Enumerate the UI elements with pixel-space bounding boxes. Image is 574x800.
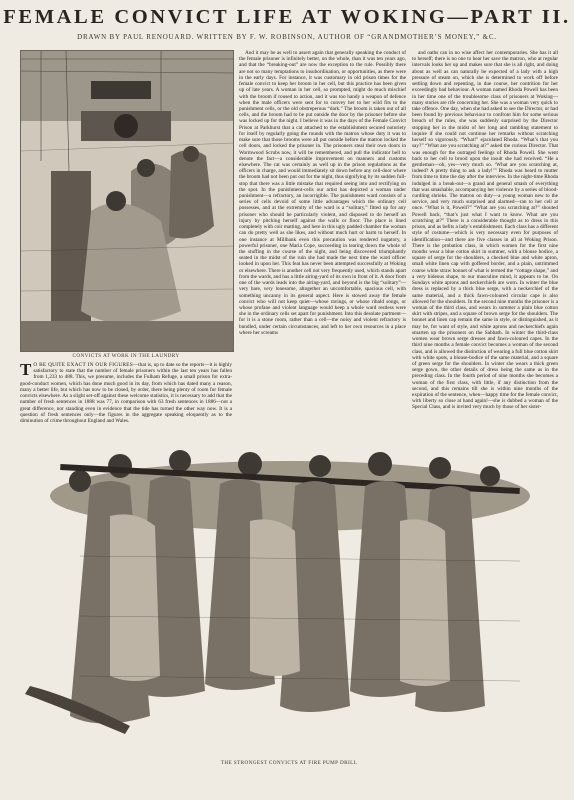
lead-opening: O BE QUITE EXACT IN OUR FIGURES [33, 362, 133, 368]
laundry-caption: CONVICTS AT WORK IN THE LAUNDRY [72, 353, 180, 359]
pump-drill-caption: THE STRONGEST CONVICTS AT FIRE PUMP DRILL [220, 760, 358, 766]
column-3-text: and oaths can in no wise affect her contemporaries. She has it all to herself; there is no one to hear her save the matron, who at regular intervals looks her up and makes sure that she is all right, and doing about as well as can naturally be expected of a lady with a high pressure of steam on, which she is determined to work off before settling down and repenting, in due course, her contrition for her exceedingly bad behaviour. A woman named Rhoda Powell has been in her time one of the troublesome class of prisoners at Woking—many stories are rife concerning her. She was a woman very quick to take offence. One day, when she had asked to see the Director, or had been found by previous behaviour to confront him for some serious breach of the rules, she was suddenly surprised by the Director stopping her in the midst of her long and rambling statement to inquire if she could not continue her remarks without scratching herself so vigorously. “What!” ejaculated Rhoda. “What’s that you say?” “What are you scratching at?” asked the curious Director. That was enough for the outraged feelings of Rhoda Powell. She went back to her cell to brood upon the insult she had received. “He a gentleman—oh, yes—very much so. ‘What are you scratching at, indeed? A pretty thing to ask a lady!’” Rhoda was heard to mutter from time to time the day after the interview. In the night-time Rhoda indulged in a break-out—a grand and general smash of everything that was smashable, accompanying her violence by a series of blood-curdling shrieks. The matron on duty—a young woman new to the service, and very much surprised and alarmed—ran to her cell at once. “What is it, Powell?” “What are you scratching at?” shouted Powell back, “that’s just what I want to know. What are you scratching at?” There is a considerable thought as to dress in this prison, and as befits a lady’s establishment. Each class has a different style of costume—which is very necessary even for purposes of identification—and there are five classes in all at Woking Prison. There is the probation class, in which women for the first nine months wear a blue cotton skirt in summer, with a blouse bodice, a square of serge for the shoulders, a checked blue and white apron, small white linen cap with goffered border, and a plain, untrimmed coarse white straw bonnet of what is termed the “cottage shape,” and a very hideous shape, to our masculine mind, it appears to be. On Sundays white aprons and neckerchiefs are worn. In winter the blue dress is replaced by a thick blue serge, with a neckerchief of the same material, and a thick fawn-coloured circular cape is also allowed for the shoulders. In the second nine months the prisoner is a woman of the third class, and wears in summer a plain blue cotton skirt with stripes, and a square of brown serge for the shoulders. The bonnet and linen cap remain the same in style, or distinguished, as it may be, for want of style, and white aprons and neckerchiefs again smarten up the prisoners on the Sabbath. In winter the third-class women wear brown serge dresses and fawn-coloured capes. In the third nine months a female convict becomes a woman of the second class, and is allowed the distinction of wearing a full blue cotton skirt with white spots, a blouse-bodice of the same material, and a square of green serge for the shoulders. In winter she wears a thick green serge gown, the other details of dress being the same as in the preceding class. In the fourth period of nine months she becomes a woman of the first class, with little, if any distinction from the second, and this remains till she is within nine months of the expiration of the sentence, when—happy time for the female convict, with liberty so close at hand again!—she is dubbed a woman of the Special Class, and is invited very much by those of her sister- [412, 50, 558, 411]
page-title: FEMALE CONVICT LIFE AT WOKING—PART II. [3, 6, 571, 28]
lead-paragraph [20, 360, 233, 424]
lead-body: —that is, up to date so the reports—it is highly satisfactory to state that the number of female prisoners within the last ten years has fallen from 1,233 to 488. This, we presume, includes the Fulham Refuge, a small prison for extra-good-conduct women, which has done much good in its day, from which has dated many a reason, many a better life, but which has now to be closed, by order, there being plenty of room for female convicts elsewhere. As a slight set-off against these welcome statistics, it is necessary to add that the number of fresh sentences in 1888 was 77, in comparison with 63 fresh sentences in 1886—not a great difference, nor standing even in evidence that the tide has turned the other way now. It is a question of fresh sentences only—the figures in the aggregate speaking eloquently as to the diminution of crime throughout England and Wales. [20, 362, 233, 424]
laundry-illustration [20, 50, 234, 352]
pump-drill-engraving [20, 436, 558, 756]
drop-cap: T [20, 360, 32, 379]
column-2-text: And it may be as well to assert again that generally speaking the conduct of the female prisoner is infinitely better, on the whole, than it was ten years ago, and that the “breaking-out” are now the exception to the rule. Possibly there are not so many temptations to insubordination, or opportunities, as there were in the early days. For instance, it was customary in old prison times for the female convict to keep her broom in her cell, but this practice has been given up of late years. A woman in her cell, so prompted, might do much mischief with the broom if roused to action, and it was too handy a weapon of defence when the male officers were sent for to convey her to her wild fits to the punishment cells, or the old obstreperous “dark.” The broom is taken out of all cells, and the broom had to be put outside the door by the prisoner before she was locked up for the night. I believe it was in the days of the Female Convict Prison at Parkhurst that a cat attached to the establishment secured notoriety for itself by regularly going the rounds with the matron whose duty it was to make sure that those brooms were all put outside before the matron locked the cell doors, and locked the prisoner in. The prisoners steal their own doors in Wormwood Scrubs now, it will be remembered, and pull the indicator bell to denote the fact—a considerable improvement on manners and customs elsewhere. The cat was certainly as well up in the prison regulations as the officers in charge, and would immediately sit down before any cell-door where the broom had not been put out for the night, thus signifying by its sudden full-stop that there was a little mistake that required seeing into and rectifying on the spot. In the punishment-cells our artist has depicted a woman under punishment—a refractory, an incorrigible. The punishment ward consists of a series of cells devoid of some little advantages which the ordinary cell possesses, and at the extremity of the ward is a “solitary,” fitted up for any prisoner who should be particularly violent, and disposed to do herself an injury by pitching herself against the walls or floor. The place is lined completely with coir matting, and here in this ugly padded chamber the woman can do pretty well as she likes, and without much hurt or harm to herself. In one instance at Millbank even this precaution was rendered nugatory, a powerful prisoner, one Maria Cope, succeeding in tearing down the whole of the stuffing in the course of the night, and being discovered triumphantly seated in the midst of the ruin she had made the next time the ward officer looked in upon her. This feat has never been attempted successfully at Woking or elsewhere. There is another cell not very frequently used, which stands apart from the wards, and has a little airing-yard of its own in front of it. A door from one of the wards leads into the airing-yard, and beyond is the big “solitary”—very bare, very lonesome, altogether an uncomfortable, spacious cell, with something uncanny in its general aspect. Here is stowed away the female convict who will not keep quiet—whose ravings, or whose ribald songs, or whose profane and violent language would keep a whole ward restless were she in the ordinary cells set apart for punishment. Into this desolate partment—for it is a stone room, rather than a cell—the noisy and violent refractory is bundled, under certain circumstances, and left to her own resources in a place where her screams [239, 50, 406, 336]
pump-drill-illustration [20, 436, 558, 756]
laundry-engraving [21, 51, 233, 351]
byline: DRAWN BY PAUL RENOUARD. WRITTEN BY F. W. ROBINSON, AUTHOR OF “GRANDMOTHER’S MONEY,” &C. [77, 33, 497, 41]
article-column-3 [412, 50, 558, 432]
article-column-2 [239, 50, 406, 418]
